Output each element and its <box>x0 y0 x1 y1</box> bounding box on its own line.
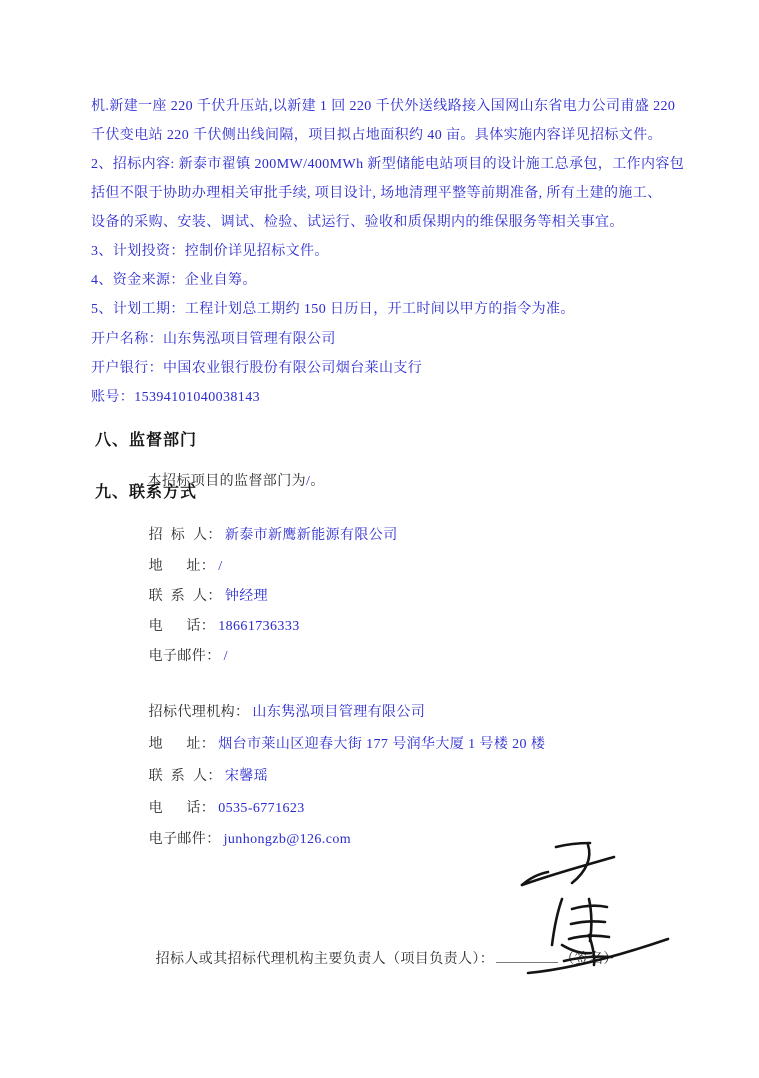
supervision-suffix: 。 <box>310 474 325 489</box>
account-number-line: 账号：15394101040038143 <box>91 390 260 405</box>
body-line-schedule: 5、计划工期：工程计划总工期约 150 日历日，开工时间以甲方的指令为准。 <box>91 302 575 317</box>
signature-line-prefix: 招标人或其招标代理机构主要负责人（项目负责人）： <box>155 952 495 967</box>
contact-value: 18661736333 <box>218 619 300 634</box>
contact-label: 电子邮件： <box>148 832 221 847</box>
section-heading-supervision: 八、监督部门 <box>95 432 198 449</box>
agency-row-email <box>133 814 351 865</box>
contact-value: 新泰市新鹰新能源有限公司 <box>224 528 398 543</box>
contact-label: 地 址： <box>148 737 216 752</box>
contact-label: 联 系 人： <box>148 769 222 784</box>
signature-line-suffix: （签名） <box>560 952 618 967</box>
contact-value: / <box>223 649 228 664</box>
contact-value: 山东隽泓项目管理有限公司 <box>252 705 426 720</box>
contact-label: 电 话： <box>148 801 216 816</box>
bank-name-line: 开户银行：中国农业银行股份有限公司烟台莱山支行 <box>91 361 423 376</box>
body-line: 括但不限于协助办理相关审批手续, 项目设计, 场地清理平整等前期准备, 所有土建的施工、 <box>91 186 662 201</box>
contact-label: 电子邮件： <box>148 649 221 664</box>
body-line: 机.新建一座 220 千伏升压站,以新建 1 回 220 千伏外送线路接入国网山东省电力公司甫盛 220 <box>91 99 676 114</box>
contact-label: 地 址： <box>148 559 216 574</box>
body-line: 设备的采购、安装、调试、检验、试运行、验收和质保期内的维保服务等相关事宜。 <box>91 215 624 230</box>
contact-label: 联 系 人： <box>148 589 222 604</box>
contact-row-email <box>133 631 228 682</box>
contact-label: 招标代理机构： <box>148 705 250 720</box>
contact-value: 0535-6771623 <box>218 801 305 816</box>
handwritten-signature <box>496 833 676 975</box>
body-line-planned-investment: 3、计划投资：控制价详见招标文件。 <box>91 244 329 259</box>
body-line: 2、招标内容: 新泰市翟镇 200MW/400MWh 新型储能电站项目的设计施工总承包，工作内容包 <box>91 157 685 172</box>
body-line: 千伏变电站 220 千伏侧出线间隔，项目拟占地面积约 40 亩。具体实施内容详见招标文件。 <box>91 128 662 143</box>
supervision-prefix: 本招标项目的监督部门为 <box>147 474 307 489</box>
contact-value: / <box>218 559 223 574</box>
body-line-funding-source: 4、资金来源：企业自筹。 <box>91 273 257 288</box>
contact-value: 钟经理 <box>224 589 269 604</box>
section-heading-contact: 九、联系方式 <box>95 484 198 501</box>
contact-label: 招 标 人： <box>148 528 222 543</box>
contact-label: 电 话： <box>148 619 216 634</box>
account-name-line: 开户名称：山东隽泓项目管理有限公司 <box>91 332 336 347</box>
contact-value: 烟台市莱山区迎春大街 177 号润华大厦 1 号楼 20 楼 <box>218 737 546 752</box>
supervision-value: / <box>306 474 311 489</box>
contact-value: 宋馨瑶 <box>224 769 269 784</box>
contact-value: junhongzb@126.com <box>223 832 352 847</box>
